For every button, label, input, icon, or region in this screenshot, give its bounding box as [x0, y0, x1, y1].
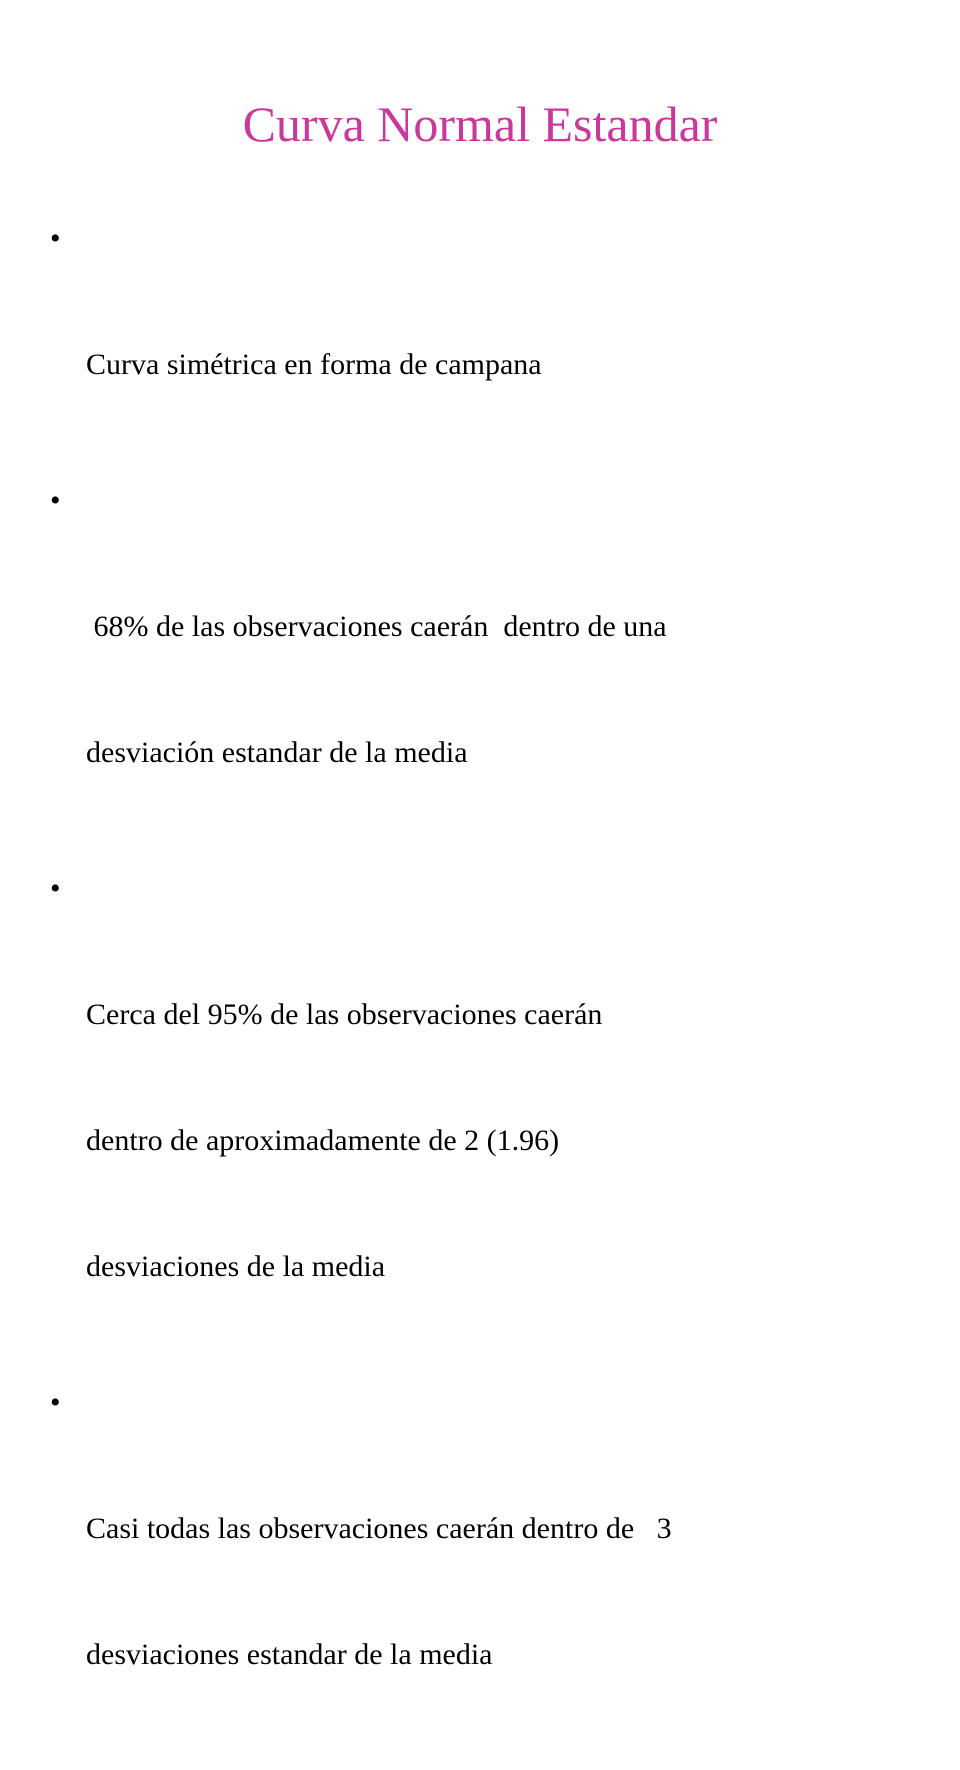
bullet-dot-icon: • — [50, 872, 61, 905]
bullet-line: desviación estandar de la media — [86, 736, 468, 769]
bullet-list — [50, 218, 930, 1770]
bullet-line: 68% de las observaciones caerán dentro de una — [86, 610, 667, 643]
bullet-line: Cerca del 95% de las observaciones caerán — [86, 998, 603, 1031]
bullet-line: dentro de aproximadamente de 2 (1.96) — [86, 1124, 560, 1157]
slide-title: Curva Normal Estandar — [242, 96, 718, 152]
bullet-line: desviaciones de la media — [86, 1250, 386, 1283]
bullet-line: Casi todas las observaciones caerán dentro de 3 — [86, 1512, 672, 1545]
bullet-line: desviaciones estandar de la media — [86, 1638, 493, 1671]
bullet-line: Curva simétrica en forma de campana — [86, 348, 542, 381]
bullet-dot-icon: • — [50, 1386, 61, 1419]
bullet-item — [50, 218, 930, 470]
bullet-dot-icon: • — [50, 222, 61, 255]
bullet-item — [50, 868, 930, 1372]
bullet-item — [50, 480, 930, 858]
bullet-item — [50, 1382, 930, 1760]
bullet-dot-icon: • — [50, 484, 61, 517]
